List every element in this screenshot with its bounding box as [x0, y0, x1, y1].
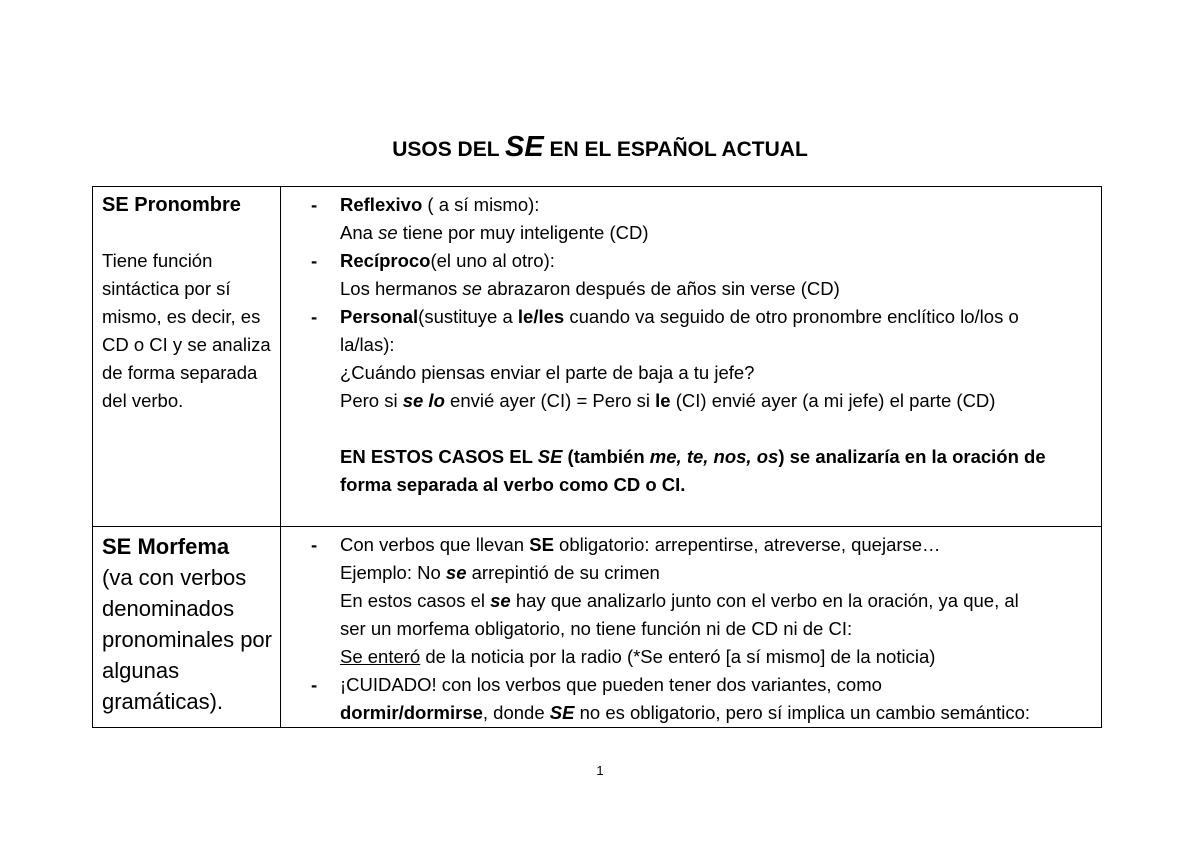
- document-title: USOS DEL SE EN EL ESPAÑOL ACTUAL: [392, 131, 808, 163]
- list-item: - Con verbos que llevan SE obligatorio: arrepentirse, atreverse, quejarse…: [311, 534, 941, 555]
- list-item: - ¡CUIDADO! con los verbos que pueden tener dos variantes, como: [311, 674, 882, 695]
- table-row: [93, 527, 1102, 728]
- example-line: Ana se tiene por muy inteligente (CD): [340, 222, 649, 243]
- text-line: ser un morfema obligatorio, no tiene función ni de CD ni de CI:: [340, 618, 853, 639]
- note-line: EN ESTOS CASOS EL SE (también me, te, nos, os) se analizaría en la oración de: [340, 446, 1046, 467]
- example-line: ¿Cuándo piensas enviar el parte de baja a tu jefe?: [340, 362, 755, 383]
- list-item: - Personal(sustituye a le/les cuando va seguido de otro pronombre enclítico lo/los o: [311, 306, 1019, 327]
- page-number: 1: [596, 763, 604, 778]
- example-line: Ejemplo: No se arrepintió de su crimen: [340, 562, 660, 583]
- morpheme-heading: SE Morfema: [102, 534, 230, 559]
- example-line: Pero si se lo envié ayer (CI) = Pero si le (CI) envié ayer (a mi jefe) el parte (CD): [340, 390, 996, 411]
- morpheme-description: (va con verbos denominados pronominales por algunas gramáticas).: [102, 565, 272, 714]
- spacer: [311, 415, 1093, 443]
- pronoun-uses-cell: [281, 187, 1102, 527]
- list-item: - Reflexivo ( a sí mismo):: [311, 194, 540, 215]
- text-line: En estos casos el se hay que analizarlo junto con el verbo en la oración, ya que, al: [340, 590, 1019, 611]
- morpheme-uses-cell: [281, 527, 1102, 728]
- text-line: dormir/dormirse, donde SE no es obligatorio, pero sí implica un cambio semántico:: [340, 702, 1031, 723]
- usage-table: [92, 186, 1102, 728]
- table-row: [93, 187, 1102, 527]
- example-line: Los hermanos se abrazaron después de años sin verse (CD): [340, 278, 840, 299]
- list-item: - Recíproco(el uno al otro):: [311, 250, 555, 271]
- text-line: la/las):: [340, 334, 395, 355]
- example-line: Se enteró de la noticia por la radio (*Se enteró [a sí mismo] de la noticia): [340, 646, 936, 667]
- pronoun-heading: SE Pronombre: [102, 194, 241, 216]
- note-line: forma separada al verbo como CD o CI.: [340, 474, 686, 495]
- pronoun-cell: [93, 187, 281, 527]
- morpheme-cell: [93, 527, 281, 728]
- pronoun-description: Tiene función sintáctica por sí mismo, es decir, es CD o CI y se analiza de forma separada del verbo.: [102, 250, 271, 411]
